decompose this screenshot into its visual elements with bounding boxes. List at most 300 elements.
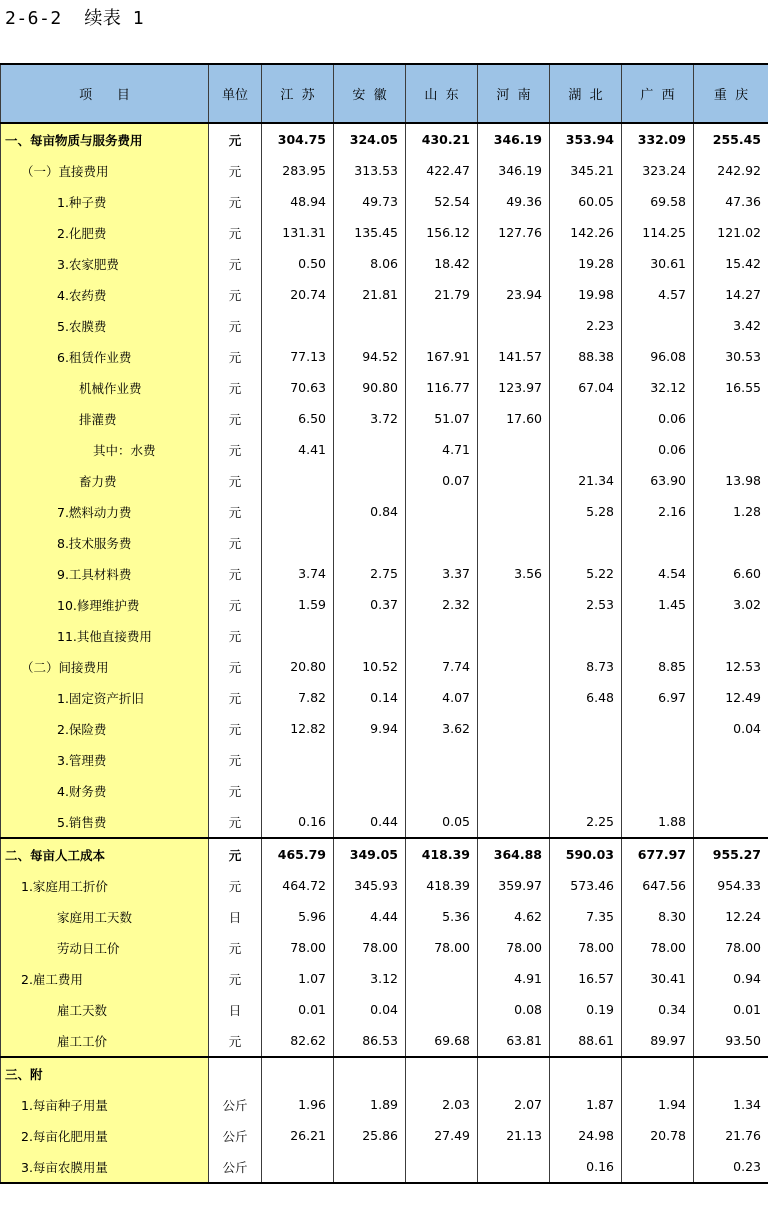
row-value: 3.37 — [406, 558, 478, 589]
row-unit: 元 — [209, 341, 262, 372]
table-row — [1, 1025, 768, 1057]
table-row — [1, 963, 768, 994]
row-value — [406, 744, 478, 775]
row-value: 78.00 — [694, 932, 768, 963]
row-value: 78.00 — [334, 932, 406, 963]
row-value: 127.76 — [478, 217, 550, 248]
row-value: 77.13 — [262, 341, 334, 372]
row-value: 30.61 — [622, 248, 694, 279]
row-value: 2.75 — [334, 558, 406, 589]
row-item-label: 机械作业费 — [1, 372, 209, 403]
row-value: 0.06 — [622, 434, 694, 465]
row-value: 16.55 — [694, 372, 768, 403]
row-value: 15.42 — [694, 248, 768, 279]
row-value: 0.14 — [334, 682, 406, 713]
table-row — [1, 217, 768, 248]
header-region-jiangsu: 江 苏 — [262, 64, 334, 123]
row-value: 70.63 — [262, 372, 334, 403]
row-value — [262, 496, 334, 527]
table-row — [1, 838, 768, 870]
row-unit: 日 — [209, 901, 262, 932]
row-value: 4.44 — [334, 901, 406, 932]
row-value: 313.53 — [334, 155, 406, 186]
cost-table — [0, 63, 768, 1184]
row-value — [262, 465, 334, 496]
row-value: 346.19 — [478, 155, 550, 186]
row-item-label: 11.其他直接费用 — [1, 620, 209, 651]
row-item-label: 4.农药费 — [1, 279, 209, 310]
table-row — [1, 806, 768, 838]
row-value: 2.23 — [550, 310, 622, 341]
row-unit: 元 — [209, 527, 262, 558]
row-item-label: 三、附 — [1, 1057, 209, 1089]
table-row — [1, 713, 768, 744]
row-value: 4.41 — [262, 434, 334, 465]
row-value — [406, 310, 478, 341]
row-value: 1.89 — [334, 1089, 406, 1120]
row-value: 135.45 — [334, 217, 406, 248]
row-value: 60.05 — [550, 186, 622, 217]
row-value: 19.98 — [550, 279, 622, 310]
row-value: 141.57 — [478, 341, 550, 372]
row-value: 90.80 — [334, 372, 406, 403]
row-item-label: 9.工具材料费 — [1, 558, 209, 589]
row-value — [478, 496, 550, 527]
row-value — [478, 620, 550, 651]
row-value: 345.93 — [334, 870, 406, 901]
row-value: 9.94 — [334, 713, 406, 744]
row-value: 364.88 — [478, 838, 550, 870]
row-item-label: 2.每亩化肥用量 — [1, 1120, 209, 1151]
row-value: 332.09 — [622, 123, 694, 155]
row-item-label: 家庭用工天数 — [1, 901, 209, 932]
row-value — [694, 744, 768, 775]
row-value — [550, 620, 622, 651]
row-value — [694, 775, 768, 806]
table-row — [1, 870, 768, 901]
row-value — [550, 1057, 622, 1089]
row-value: 94.52 — [334, 341, 406, 372]
row-value — [406, 994, 478, 1025]
row-value: 93.50 — [694, 1025, 768, 1057]
table-row — [1, 744, 768, 775]
row-value: 49.36 — [478, 186, 550, 217]
row-item-label: 雇工天数 — [1, 994, 209, 1025]
row-value — [478, 1057, 550, 1089]
row-value: 283.95 — [262, 155, 334, 186]
table-header — [1, 64, 768, 123]
row-value: 78.00 — [478, 932, 550, 963]
row-value: 0.01 — [262, 994, 334, 1025]
row-item-label: 1.每亩种子用量 — [1, 1089, 209, 1120]
row-value: 114.25 — [622, 217, 694, 248]
row-value — [334, 1057, 406, 1089]
row-item-label: 6.租赁作业费 — [1, 341, 209, 372]
row-value: 1.87 — [550, 1089, 622, 1120]
row-value — [262, 620, 334, 651]
row-item-label: 10.修理维护费 — [1, 589, 209, 620]
row-value — [478, 589, 550, 620]
row-value: 0.94 — [694, 963, 768, 994]
table-row — [1, 682, 768, 713]
table-row — [1, 558, 768, 589]
header-region-anhui: 安 徽 — [334, 64, 406, 123]
row-item-label: 5.农膜费 — [1, 310, 209, 341]
row-unit: 公斤 — [209, 1120, 262, 1151]
row-value — [478, 434, 550, 465]
row-value: 1.96 — [262, 1089, 334, 1120]
row-value — [550, 713, 622, 744]
row-value: 6.48 — [550, 682, 622, 713]
row-value: 12.53 — [694, 651, 768, 682]
row-value — [694, 527, 768, 558]
row-value — [334, 310, 406, 341]
row-value: 89.97 — [622, 1025, 694, 1057]
row-item-label: 7.燃料动力费 — [1, 496, 209, 527]
row-value: 21.34 — [550, 465, 622, 496]
header-item: 项 目 — [1, 64, 209, 123]
row-value — [550, 744, 622, 775]
row-unit: 元 — [209, 496, 262, 527]
row-value: 5.36 — [406, 901, 478, 932]
row-item-label: 2.化肥费 — [1, 217, 209, 248]
row-value: 167.91 — [406, 341, 478, 372]
table-row — [1, 901, 768, 932]
row-value: 78.00 — [406, 932, 478, 963]
row-value: 78.00 — [622, 932, 694, 963]
row-value: 954.33 — [694, 870, 768, 901]
row-value — [262, 1057, 334, 1089]
row-value — [622, 713, 694, 744]
row-unit: 公斤 — [209, 1089, 262, 1120]
row-value: 17.60 — [478, 403, 550, 434]
row-value: 18.42 — [406, 248, 478, 279]
table-row — [1, 403, 768, 434]
row-value: 30.53 — [694, 341, 768, 372]
row-unit: 元 — [209, 682, 262, 713]
row-value — [622, 1057, 694, 1089]
row-value: 156.12 — [406, 217, 478, 248]
row-value: 96.08 — [622, 341, 694, 372]
row-value — [334, 1151, 406, 1183]
row-value — [478, 713, 550, 744]
row-unit: 元 — [209, 155, 262, 186]
row-unit: 元 — [209, 589, 262, 620]
row-value — [694, 806, 768, 838]
row-value: 573.46 — [550, 870, 622, 901]
row-value: 324.05 — [334, 123, 406, 155]
row-value: 21.81 — [334, 279, 406, 310]
row-value: 20.78 — [622, 1120, 694, 1151]
table-row — [1, 341, 768, 372]
row-value: 3.62 — [406, 713, 478, 744]
row-value: 63.90 — [622, 465, 694, 496]
row-item-label: 1.家庭用工折价 — [1, 870, 209, 901]
row-value: 5.22 — [550, 558, 622, 589]
row-value — [334, 744, 406, 775]
row-value: 1.45 — [622, 589, 694, 620]
row-value: 0.06 — [622, 403, 694, 434]
row-value — [406, 775, 478, 806]
row-value — [622, 310, 694, 341]
row-unit: 元 — [209, 620, 262, 651]
row-value: 21.79 — [406, 279, 478, 310]
row-value — [406, 1057, 478, 1089]
row-unit: 元 — [209, 775, 262, 806]
row-value: 590.03 — [550, 838, 622, 870]
row-value: 1.88 — [622, 806, 694, 838]
row-item-label: 1.固定资产折旧 — [1, 682, 209, 713]
row-unit: 元 — [209, 932, 262, 963]
row-unit: 元 — [209, 713, 262, 744]
row-value: 430.21 — [406, 123, 478, 155]
row-value: 346.19 — [478, 123, 550, 155]
row-value: 0.23 — [694, 1151, 768, 1183]
row-value — [478, 310, 550, 341]
row-value: 48.94 — [262, 186, 334, 217]
row-value: 6.97 — [622, 682, 694, 713]
row-value — [478, 806, 550, 838]
header-region-chongqing: 重 庆 — [694, 64, 768, 123]
row-value: 0.37 — [334, 589, 406, 620]
row-unit: 元 — [209, 403, 262, 434]
row-unit: 元 — [209, 558, 262, 589]
row-value: 3.72 — [334, 403, 406, 434]
table-row — [1, 620, 768, 651]
row-value: 0.19 — [550, 994, 622, 1025]
row-value — [334, 775, 406, 806]
table-row — [1, 155, 768, 186]
row-value: 0.04 — [694, 713, 768, 744]
row-value: 0.07 — [406, 465, 478, 496]
header-unit: 单位 — [209, 64, 262, 123]
row-value — [622, 744, 694, 775]
row-value — [406, 963, 478, 994]
row-value — [550, 527, 622, 558]
row-value: 12.82 — [262, 713, 334, 744]
table-row — [1, 186, 768, 217]
table-row — [1, 932, 768, 963]
header-row — [1, 64, 768, 123]
row-value — [478, 744, 550, 775]
row-value: 345.21 — [550, 155, 622, 186]
row-unit: 元 — [209, 838, 262, 870]
row-value: 0.05 — [406, 806, 478, 838]
row-value: 3.42 — [694, 310, 768, 341]
row-value: 0.08 — [478, 994, 550, 1025]
row-value — [334, 527, 406, 558]
table-row — [1, 248, 768, 279]
row-value: 51.07 — [406, 403, 478, 434]
row-value: 19.28 — [550, 248, 622, 279]
row-value: 4.07 — [406, 682, 478, 713]
row-value: 2.03 — [406, 1089, 478, 1120]
row-value — [478, 527, 550, 558]
row-item-label: 2.保险费 — [1, 713, 209, 744]
row-value — [550, 434, 622, 465]
row-value: 116.77 — [406, 372, 478, 403]
row-unit: 元 — [209, 870, 262, 901]
table-row — [1, 279, 768, 310]
row-value: 7.35 — [550, 901, 622, 932]
row-value: 67.04 — [550, 372, 622, 403]
row-value: 3.56 — [478, 558, 550, 589]
header-region-hubei: 湖 北 — [550, 64, 622, 123]
row-value: 7.74 — [406, 651, 478, 682]
row-item-label: 其中：水费 — [1, 434, 209, 465]
row-value: 32.12 — [622, 372, 694, 403]
row-value — [262, 775, 334, 806]
row-value: 304.75 — [262, 123, 334, 155]
row-value: 0.01 — [694, 994, 768, 1025]
row-item-label: 1.种子费 — [1, 186, 209, 217]
row-value: 0.16 — [550, 1151, 622, 1183]
table-row — [1, 465, 768, 496]
page-title: 2-6-2 续表 1 — [5, 8, 145, 29]
row-value: 7.82 — [262, 682, 334, 713]
row-value — [694, 1057, 768, 1089]
row-unit: 元 — [209, 310, 262, 341]
row-value — [478, 651, 550, 682]
row-value: 121.02 — [694, 217, 768, 248]
row-value — [406, 1151, 478, 1183]
row-unit: 元 — [209, 806, 262, 838]
row-value: 4.91 — [478, 963, 550, 994]
row-value: 242.92 — [694, 155, 768, 186]
row-value: 0.50 — [262, 248, 334, 279]
row-unit: 元 — [209, 372, 262, 403]
row-item-label: 劳动日工价 — [1, 932, 209, 963]
row-unit: 元 — [209, 465, 262, 496]
row-item-label: 4.财务费 — [1, 775, 209, 806]
row-value: 0.84 — [334, 496, 406, 527]
row-value: 3.74 — [262, 558, 334, 589]
row-value: 4.57 — [622, 279, 694, 310]
row-value: 82.62 — [262, 1025, 334, 1057]
row-value — [478, 465, 550, 496]
row-value: 131.31 — [262, 217, 334, 248]
row-unit: 元 — [209, 279, 262, 310]
row-value: 4.71 — [406, 434, 478, 465]
row-value: 4.54 — [622, 558, 694, 589]
row-unit — [209, 1057, 262, 1089]
row-value — [334, 465, 406, 496]
row-value: 955.27 — [694, 838, 768, 870]
row-value: 418.39 — [406, 870, 478, 901]
row-value: 8.06 — [334, 248, 406, 279]
row-item-label: 3.每亩农膜用量 — [1, 1151, 209, 1183]
row-item-label: （二）间接费用 — [1, 651, 209, 682]
header-region-guangxi: 广 西 — [622, 64, 694, 123]
table-row — [1, 372, 768, 403]
row-item-label: 二、每亩人工成本 — [1, 838, 209, 870]
row-value: 69.58 — [622, 186, 694, 217]
row-value — [262, 744, 334, 775]
row-unit: 元 — [209, 123, 262, 155]
row-value: 86.53 — [334, 1025, 406, 1057]
row-value — [478, 775, 550, 806]
row-unit: 元 — [209, 744, 262, 775]
row-value — [550, 775, 622, 806]
table-row — [1, 527, 768, 558]
row-item-label: 3.农家肥费 — [1, 248, 209, 279]
row-value — [478, 248, 550, 279]
row-value: 5.96 — [262, 901, 334, 932]
table-row — [1, 1089, 768, 1120]
row-value — [694, 434, 768, 465]
row-value: 16.57 — [550, 963, 622, 994]
table-row — [1, 310, 768, 341]
row-value: 78.00 — [550, 932, 622, 963]
row-unit: 日 — [209, 994, 262, 1025]
row-value: 8.30 — [622, 901, 694, 932]
row-value: 465.79 — [262, 838, 334, 870]
table-row — [1, 775, 768, 806]
row-value: 0.04 — [334, 994, 406, 1025]
row-value: 3.12 — [334, 963, 406, 994]
row-value: 78.00 — [262, 932, 334, 963]
row-value: 647.56 — [622, 870, 694, 901]
row-value: 1.34 — [694, 1089, 768, 1120]
row-item-label: 3.管理费 — [1, 744, 209, 775]
row-value — [262, 310, 334, 341]
row-value: 47.36 — [694, 186, 768, 217]
row-item-label: 畜力费 — [1, 465, 209, 496]
table-row — [1, 123, 768, 155]
row-value: 21.76 — [694, 1120, 768, 1151]
row-value: 49.73 — [334, 186, 406, 217]
row-value — [694, 620, 768, 651]
row-value: 30.41 — [622, 963, 694, 994]
row-value: 20.74 — [262, 279, 334, 310]
row-value — [262, 527, 334, 558]
row-value: 422.47 — [406, 155, 478, 186]
row-value: 23.94 — [478, 279, 550, 310]
row-value: 3.02 — [694, 589, 768, 620]
header-region-shandong: 山 东 — [406, 64, 478, 123]
row-item-label: （一）直接费用 — [1, 155, 209, 186]
row-unit: 元 — [209, 963, 262, 994]
row-value: 0.16 — [262, 806, 334, 838]
row-value — [478, 1151, 550, 1183]
table-row — [1, 496, 768, 527]
row-value: 0.44 — [334, 806, 406, 838]
row-value — [478, 682, 550, 713]
row-value: 26.21 — [262, 1120, 334, 1151]
row-unit: 公斤 — [209, 1151, 262, 1183]
row-value: 88.61 — [550, 1025, 622, 1057]
table-row — [1, 1120, 768, 1151]
table-row — [1, 994, 768, 1025]
table-row — [1, 589, 768, 620]
row-item-label: 一、每亩物质与服务费用 — [1, 123, 209, 155]
table-row — [1, 651, 768, 682]
table-body — [1, 123, 768, 1183]
row-item-label: 2.雇工费用 — [1, 963, 209, 994]
row-value: 12.49 — [694, 682, 768, 713]
row-value: 2.32 — [406, 589, 478, 620]
row-value: 1.94 — [622, 1089, 694, 1120]
row-value: 464.72 — [262, 870, 334, 901]
row-value: 69.68 — [406, 1025, 478, 1057]
row-value: 14.27 — [694, 279, 768, 310]
row-value — [622, 775, 694, 806]
row-value: 21.13 — [478, 1120, 550, 1151]
row-value — [622, 527, 694, 558]
row-value — [406, 496, 478, 527]
table-row — [1, 1057, 768, 1089]
header-region-henan: 河 南 — [478, 64, 550, 123]
